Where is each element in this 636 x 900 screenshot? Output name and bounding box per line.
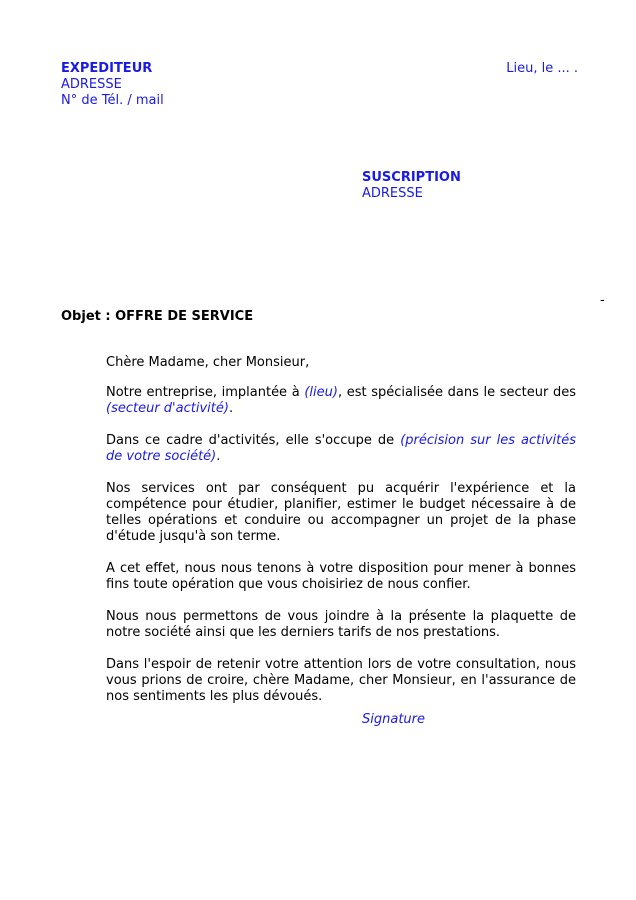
- recipient-address: ADRESSE: [362, 186, 423, 201]
- paragraph-attachments: Nous nous permettons de vous joindre à la présente la plaquette de notre société ainsi que les derniers tarifs de nos prestations.: [106, 609, 576, 640]
- para1-text-c: .: [228, 401, 234, 416]
- paragraph-closing: Dans l'espoir de retenir votre attention lors de votre consultation, nous vous prions de croire, chère Madame, cher Monsieur, en l'assurance de nos sentiments les plus dévoués.: [106, 657, 576, 704]
- para1-text-a: Notre entreprise, implantée à: [106, 385, 305, 400]
- sender-block: [61, 61, 164, 109]
- paragraph-activities: [106, 433, 576, 465]
- paragraph-location: [106, 385, 576, 417]
- activity-placeholder: (précision sur les activités de votre société): [106, 433, 576, 464]
- sender-contact: N° de Tél. / mail: [61, 93, 164, 108]
- greeting: Chère Madame, cher Monsieur,: [106, 355, 310, 370]
- sender-address: ADRESSE: [61, 77, 122, 92]
- sender-name: EXPEDITEUR: [61, 61, 153, 76]
- para2-text-a: Dans ce cadre d'activités, elle s'occupe de: [106, 433, 401, 448]
- recipient-name: SUSCRIPTION: [362, 170, 461, 185]
- place-date: Lieu, le ... .: [506, 61, 578, 76]
- sector-placeholder: (secteur d'activité): [106, 401, 229, 416]
- signature: Signature: [362, 712, 426, 727]
- subject-line: Objet : OFFRE DE SERVICE: [61, 309, 254, 324]
- para1-text-b: , est spécialisée dans le secteur des: [337, 385, 576, 400]
- paragraph-availability: A cet effet, nous nous tenons à votre disposition pour mener à bonnes fins toute opération que vous choisiriez de nous confier.: [106, 561, 576, 592]
- place-placeholder: (lieu): [304, 385, 338, 400]
- paragraph-services: Nos services ont par conséquent pu acquérir l'expérience et la compétence pour étudier, planifier, estimer le budget nécessaire à de telles opérations et conduire ou accompagner un projet de la phase d'étude jusqu'à son terme.: [106, 481, 576, 544]
- stray-mark: -: [600, 293, 605, 308]
- recipient-block: [362, 170, 461, 202]
- para2-text-b: .: [216, 449, 221, 464]
- letter-body: [106, 355, 576, 721]
